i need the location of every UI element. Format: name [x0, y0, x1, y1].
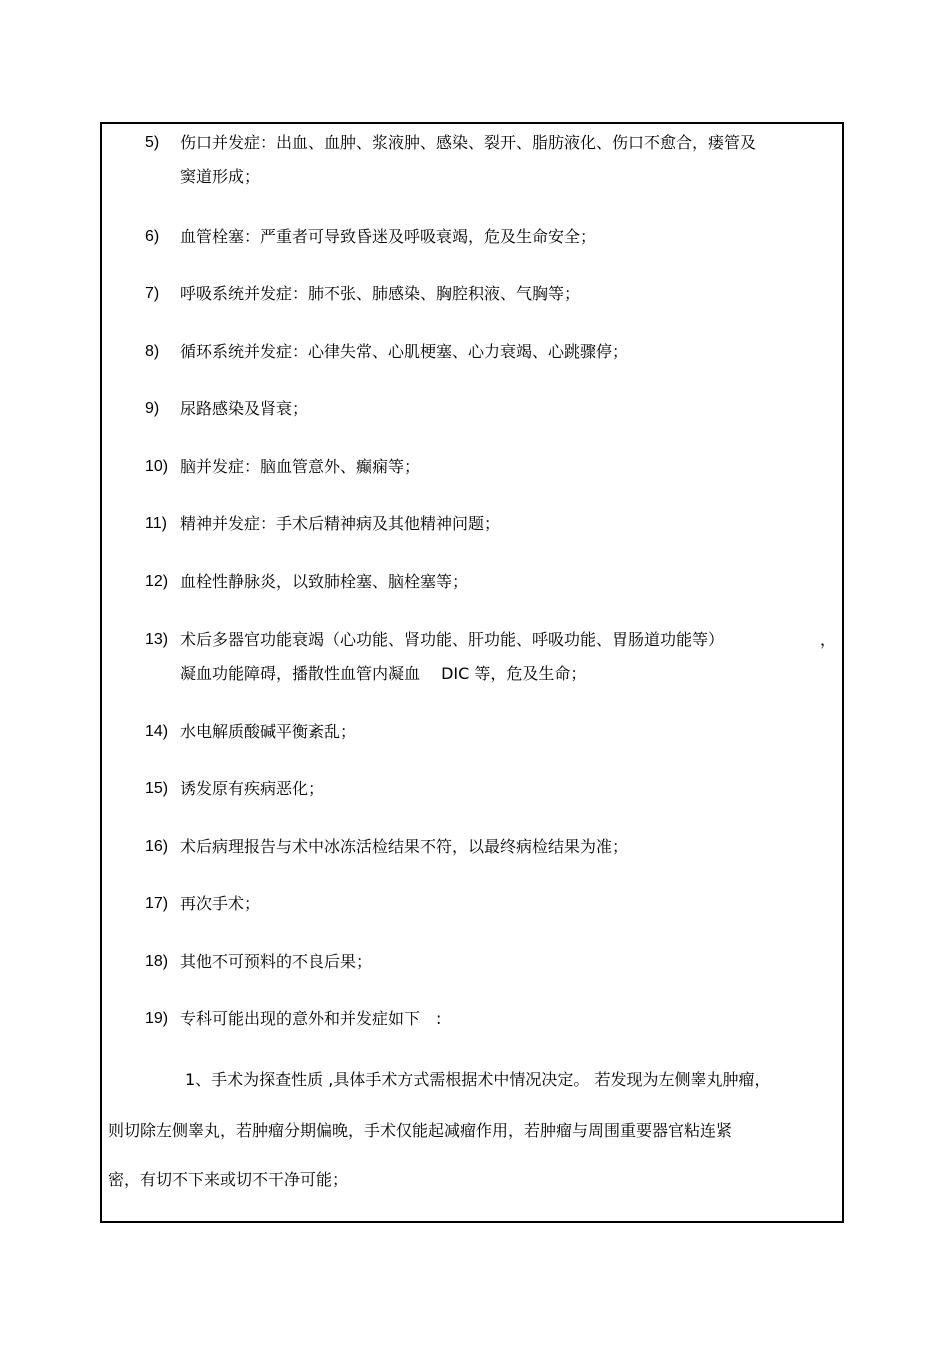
item-text: 血管栓塞：严重者可导致昏迷及呼吸衰竭，危及生命安全； — [180, 227, 597, 246]
item-text: 术后多器官功能衰竭（心功能、肾功能、肝功能、呼吸功能、胃肠道功能等） — [180, 630, 725, 649]
item-text: 尿路感染及肾衰； — [180, 399, 309, 418]
item-number: 18) — [145, 953, 169, 970]
item-text: 水电解质酸碱平衡紊乱； — [180, 722, 357, 741]
item-number: 14) — [145, 723, 169, 740]
item-text: 专科可能出现的意外和并发症如下 : — [180, 1009, 442, 1028]
item-number: 8) — [145, 343, 160, 360]
item-text-continued: 凝血功能障碍，播散性血管内凝血 DIC 等，危及生命； — [180, 664, 587, 683]
item-text: 再次手术； — [180, 894, 261, 913]
item-number: 19) — [145, 1010, 169, 1027]
item-text: 血栓性静脉炎，以致肺栓塞、脑栓塞等； — [180, 572, 469, 591]
item-text: 呼吸系统并发症：肺不张、肺感染、胸腔积液、气胸等； — [180, 284, 581, 303]
item-text: 循环系统并发症：心律失常、心肌梗塞、心力衰竭、心跳骤停； — [180, 342, 629, 361]
item-number: 17) — [145, 895, 169, 912]
item-number: 6) — [145, 228, 160, 245]
item-number: 16) — [145, 838, 169, 855]
item-text: 术后病理报告与术中冰冻活检结果不符，以最终病检结果为准； — [180, 837, 629, 856]
item-13-trailing-comma: ， — [820, 630, 837, 649]
specialty-paragraph-line-3: 密，有切不下来或切不干净可能； — [108, 1170, 349, 1189]
item-number: 7) — [145, 285, 160, 302]
item-text: 脑并发症：脑血管意外、癫痫等； — [180, 457, 421, 476]
item-number: 12) — [145, 573, 169, 590]
item-text: 伤口并发症：出血、血肿、浆液肿、感染、裂开、脂肪液化、伤口不愈合，瘘管及 — [180, 133, 757, 152]
item-number: 5) — [145, 134, 160, 151]
specialty-paragraph-line-1: 1、手术为探查性质 ,具体手术方式需根据术中情况决定。 若发现为左侧睾丸肿瘤， — [185, 1070, 771, 1089]
item-number: 11) — [145, 515, 167, 532]
item-text: 诱发原有疾病恶化； — [180, 779, 325, 798]
item-text: 精神并发症：手术后精神病及其他精神问题； — [180, 514, 501, 533]
item-number: 9) — [145, 400, 160, 417]
item-number: 13) — [145, 631, 169, 648]
item-text-continued: 窦道形成； — [180, 167, 261, 186]
item-text: 其他不可预料的不良后果； — [180, 952, 373, 971]
item-number: 15) — [145, 780, 169, 797]
specialty-paragraph-line-2: 则切除左侧睾丸，若肿瘤分期偏晚，手术仅能起减瘤作用，若肿瘤与周围重要器官粘连紧 — [108, 1121, 733, 1140]
item-number: 10) — [145, 458, 169, 475]
